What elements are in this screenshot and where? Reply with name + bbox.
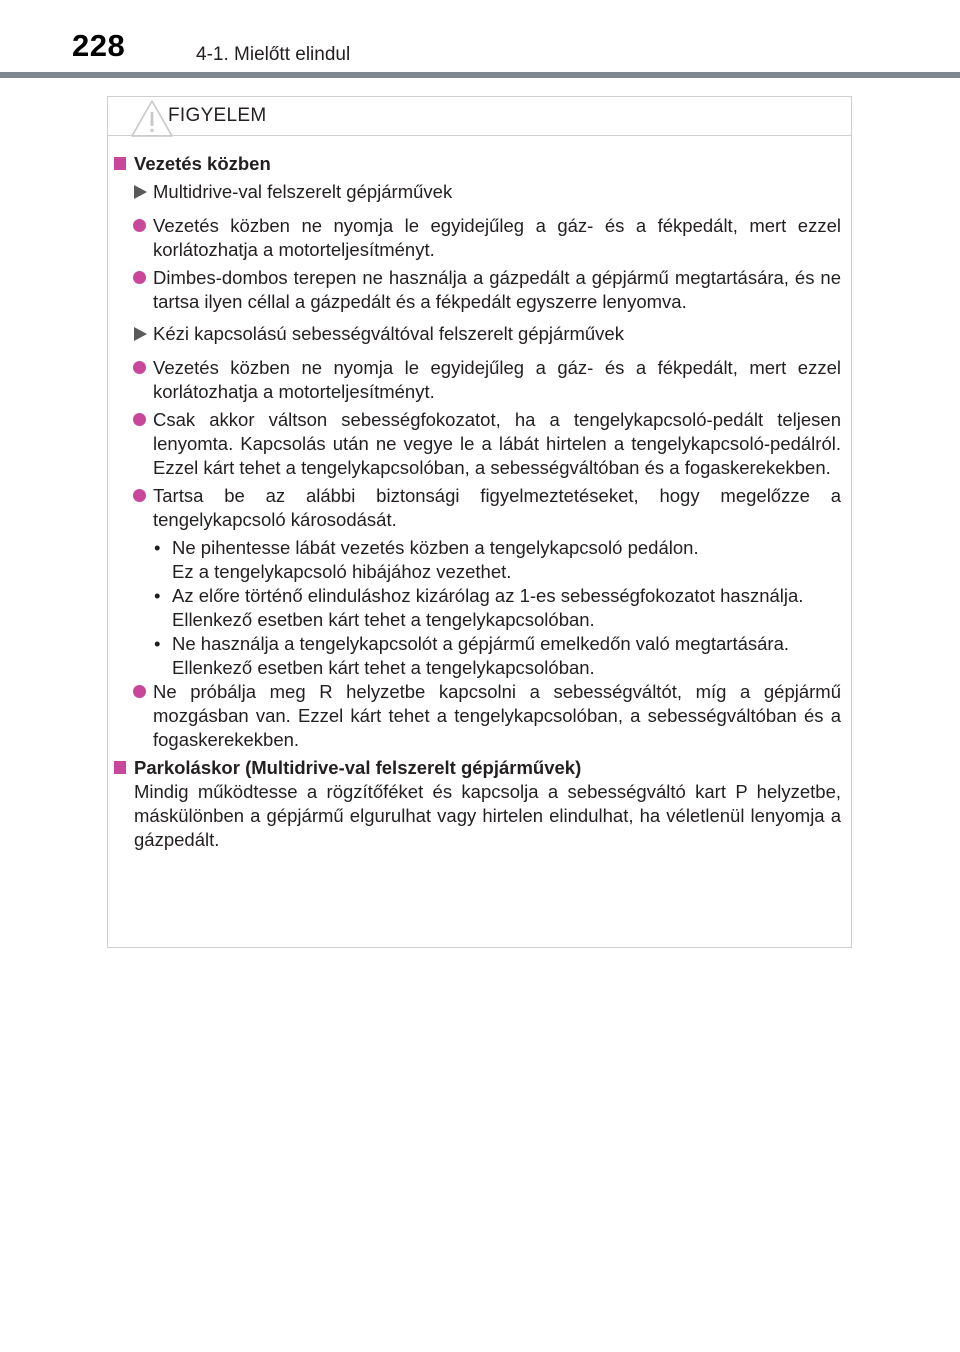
warning-content xyxy=(108,152,851,852)
subheading-manual: Kézi kapcsolású sebességváltóval felszerelt gépjárművek xyxy=(108,322,851,346)
arrow-right-icon xyxy=(134,185,147,199)
list-item: Csak akkor váltson sebességfokozatot, ha a tengelykapcsoló-pedált teljesen lenyomta. Kapcsolás után ne vegye le a lábát hirtelen a tengelykapcsoló-pedálról. Ezzel kárt tehet a tengelykapcsolóban, a sebességváltóban és a fogaskerekekben. xyxy=(108,408,851,480)
circle-bullet-icon xyxy=(133,271,146,284)
small-bullet-icon: • xyxy=(154,585,161,606)
sub-list-item: • Ne használja a tengelykapcsolót a gépjármű emelkedőn való megtartására. Ellenkező esetben kárt tehet a tengelykapcsolóban. xyxy=(154,633,790,678)
sub-list-item: • Ne pihentesse lábát vezetés közben a tengelykapcsoló pedálon. Ez a tengelykapcsoló hibájához vezethet. xyxy=(154,537,699,582)
list-item: Dimbes-dombos terepen ne használja a gázpedált a gépjármű megtartására, és ne tartsa ilyen céllal a gázpedált és a fékpedált egyszerre lenyomva. xyxy=(108,266,851,314)
section-title: 4-1. Mielőtt elindul xyxy=(196,44,351,65)
section-heading-parking: Parkoláskor (Multidrive-val felszerelt gépjárművek) xyxy=(108,756,851,780)
warning-title: FIGYELEM xyxy=(168,105,267,126)
parking-paragraph: Mindig működtesse a rögzítőféket és kapcsolja a sebességváltó kart P helyzetbe, máskülönben a gépjármű elgurulhat vagy hirtelen elindulhat, ha véletlenül lenyomja a gázpedált. xyxy=(134,781,841,850)
arrow-right-icon xyxy=(134,327,147,341)
list-item: Vezetés közben ne nyomja le egyidejűleg a gáz- és a fékpedált, mert ezzel korlátozhatja a motorteljesítményt. xyxy=(108,356,851,404)
list-item: Vezetés közben ne nyomja le egyidejűleg a gáz- és a fékpedált, mert ezzel korlátozhatja a motorteljesítményt. xyxy=(108,214,851,262)
subheading-multidrive: Multidrive-val felszerelt gépjárművek xyxy=(108,180,851,204)
circle-bullet-icon xyxy=(133,413,146,426)
sub-list-item: • Az előre történő elinduláshoz kizárólag az 1-es sebességfokozatot használja. Ellenkező esetben kárt tehet a tengelykapcsolóban. xyxy=(154,585,804,630)
page-number: 228 xyxy=(72,28,126,63)
header-rule xyxy=(0,72,960,78)
warning-header xyxy=(108,97,851,136)
section-heading-driving: Vezetés közben xyxy=(108,152,851,176)
square-bullet-icon xyxy=(114,761,126,774)
circle-bullet-icon xyxy=(133,219,146,232)
page-header xyxy=(0,0,960,80)
list-item: Tartsa be az alábbi biztonsági figyelmeztetéseket, hogy megelőzze a tengelykapcsoló károsodását. xyxy=(108,484,851,532)
circle-bullet-icon xyxy=(133,361,146,374)
square-bullet-icon xyxy=(114,157,126,170)
circle-bullet-icon xyxy=(133,489,146,502)
small-bullet-icon: • xyxy=(154,537,161,558)
list-item: Ne próbálja meg R helyzetbe kapcsolni a sebességváltót, míg a gépjármű mozgásban van. Ezzel kárt tehet a tengelykapcsolóban, a sebességváltóban és a fogaskerekekben. xyxy=(108,680,851,752)
warning-box xyxy=(107,96,852,948)
circle-bullet-icon xyxy=(133,685,146,698)
small-bullet-icon: • xyxy=(154,633,161,654)
